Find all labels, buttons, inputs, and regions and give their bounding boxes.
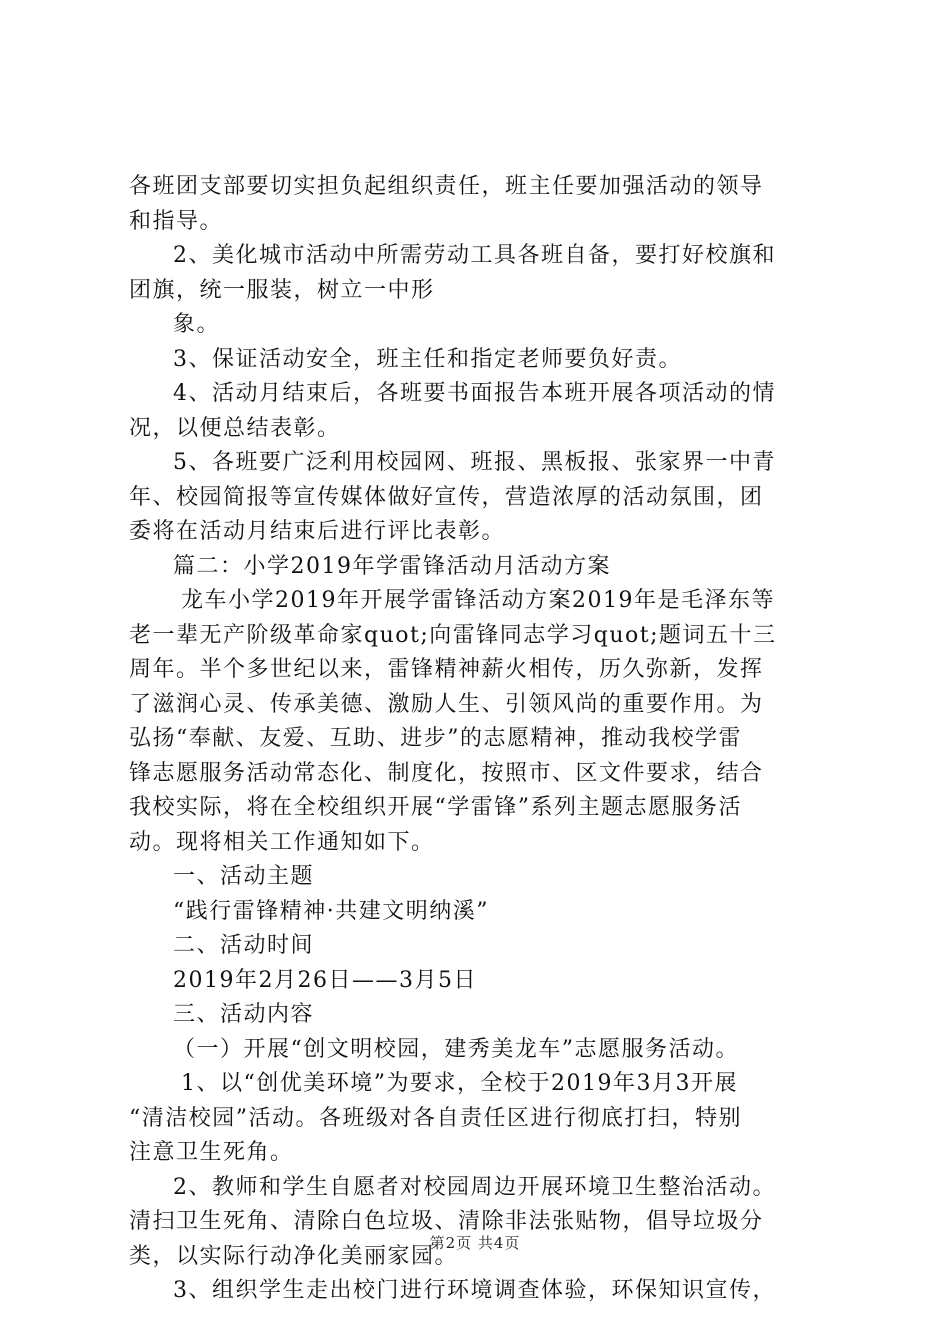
text-line: 和指导。 [129, 208, 224, 234]
text-line: 委将在活动月结束后进行评比表彰。 [129, 519, 506, 544]
text-line: 2、教师和学生自愿者对校园周边开展环境卫生整治活动。 [173, 1174, 776, 1200]
text-line: 3、保证活动安全，班主任和指定老师要负好责。 [173, 346, 682, 372]
text-line: 1、以“创优美环境”为要求，全校于2019年3月3开展 [181, 1071, 738, 1096]
text-line: 三、活动内容 [173, 1002, 315, 1027]
page-footer: 第2页 共4页 [429, 1234, 521, 1252]
document-body [129, 170, 829, 1309]
text-line: 注意卫生死角。 [129, 1140, 294, 1165]
text-line: “践行雷锋精神·共建文明纳溪” [173, 898, 489, 924]
text-line: 动。现将相关工作通知如下。 [129, 829, 435, 855]
text-line: 2019年2月26日——3月5日 [173, 967, 477, 993]
text-line: “清洁校园”活动。各班级对各自责任区进行彻底打扫，特别 [129, 1105, 742, 1131]
text-line: 周年。半个多世纪以来，雷锋精神薪火相传，历久弥新，发挥 [129, 657, 764, 682]
text-line: 4、活动月结束后，各班要书面报告本班开展各项活动的情 [173, 381, 776, 406]
text-line: 弘扬“奉献、友爱、互助、进步”的志愿精神，推动我校学雷 [129, 726, 742, 751]
text-line: 老一辈无产阶级革命家quot;向雷锋同志学习quot;题词五十三 [129, 622, 777, 648]
text-line: 锋志愿服务活动常态化、制度化，按照市、区文件要求，结合 [129, 760, 764, 786]
text-line: 3、组织学生走出校门进行环境调查体验，环保知识宣传， [173, 1278, 776, 1303]
text-line: 了滋润心灵、传承美德、激励人生、引领风尚的重要作用。为 [129, 691, 764, 717]
text-line: 团旗，统一服装，树立一中形 [129, 277, 435, 303]
text-line: 二、活动时间 [173, 933, 315, 958]
text-line: 2、美化城市活动中所需劳动工具各班自备，要打好校旗和 [173, 243, 776, 268]
text-line: 各班团支部要切实担负起组织责任，班主任要加强活动的领导 [129, 174, 764, 199]
text-line: 5、各班要广泛利用校园网、班报、黑板报、张家界一中青 [173, 450, 776, 475]
text-line: 篇二：小学2019年学雷锋活动月活动方案 [173, 553, 611, 579]
text-line: 象。 [173, 312, 221, 337]
text-line: 龙车小学2019年开展学雷锋活动方案2019年是毛泽东等 [181, 588, 775, 613]
text-line: （一）开展“创文明校园，建秀美龙车”志愿服务活动。 [173, 1036, 739, 1062]
text-line: 我校实际，将在全校组织开展“学雷锋”系列主题志愿服务活 [129, 795, 742, 820]
text-line: 类，以实际行动净化美丽家园。 [129, 1243, 459, 1269]
text-line: 况，以便总结表彰。 [129, 415, 341, 441]
text-line: 年、校园简报等宣传媒体做好宣传，营造浓厚的活动氛围，团 [129, 484, 764, 510]
text-line: 一、活动主题 [173, 864, 315, 889]
text-line: 清扫卫生死角、清除白色垃圾、清除非法张贴物，倡导垃圾分 [129, 1209, 764, 1234]
